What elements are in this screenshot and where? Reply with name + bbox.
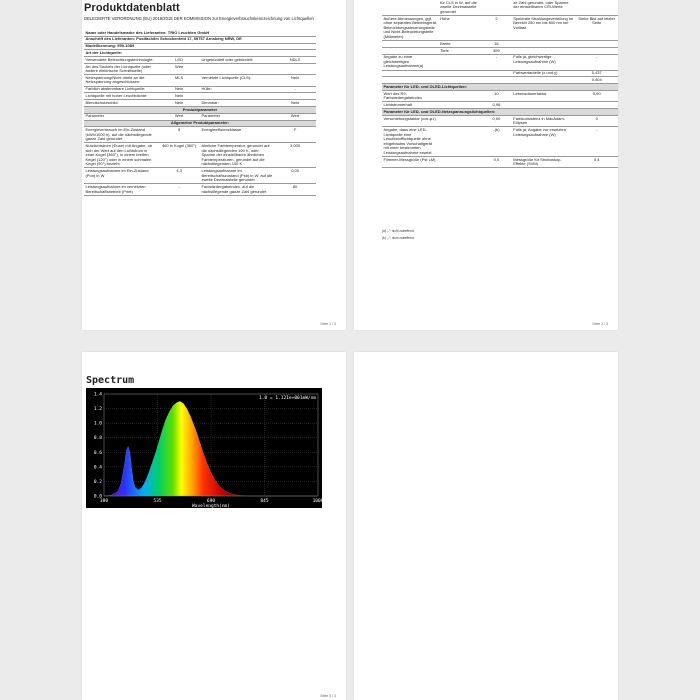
table-cell: [439, 157, 481, 168]
table-cell: 10: [481, 91, 512, 102]
table-cell: Art des Sockels der Lichtquelle (oder andere elektrische Schnittstelle): [84, 63, 158, 74]
table-cell: Lichtquelle mit hoher Leuchtdichte:: [84, 93, 158, 100]
table-cell: Breite: [439, 41, 481, 48]
table-row: [382, 102, 618, 109]
table-cell: Falls ja, gleichwertige Leistungsaufnahme (W): [512, 54, 576, 70]
datasheet-page-2: [354, 0, 618, 330]
table-row: [84, 43, 316, 50]
y-tick-label: 0.6: [93, 450, 102, 456]
table-cell: für CLS in W, auf die zweite Dezimalstelle gerundet: [439, 0, 481, 15]
table-cell: [200, 63, 274, 74]
table-row: [84, 57, 316, 64]
table-cell: ähnliche Farbtemperatur, gerundet auf die nächstliegenden 100 K, oder Spanne der einstellbaren ähnlichen Farbtemperaturen, gerundet auf die nächstliegenden 100 K: [200, 143, 274, 168]
table-cell: [382, 47, 439, 54]
table-cell: -: [575, 127, 618, 157]
table-cell: [382, 70, 439, 77]
table-cell: [274, 63, 316, 74]
table-cell: 0,4: [575, 157, 618, 168]
table-cell: LED: [158, 57, 200, 64]
table-row: [84, 120, 316, 127]
table-cell: Vernetzte Lichtquelle (CLS):: [200, 75, 274, 86]
table-cell: Netzspannung/Nicht direkt an die Netzspannung angeschlossen:: [84, 75, 158, 86]
x-tick-label: 380: [99, 499, 109, 504]
table-cell: MLS: [158, 75, 200, 86]
table-row: [382, 0, 618, 15]
page-number: Seite 3 / 3: [320, 694, 336, 698]
table-row: [84, 113, 316, 120]
table-cell: Name oder Handelsmarke des Lieferanten: TRIO Leuchten GmbH: [84, 30, 316, 36]
table-cell: Nein: [274, 75, 316, 86]
table-cell: Farbkonsistenz in MacAdam-Ellipsen: [512, 115, 576, 126]
table-row: [382, 54, 618, 70]
table-cell: Dimmbar:: [200, 100, 274, 107]
table-cell: Angabe zu einer gleichwertigen Leistungsaufnahme(a): [382, 54, 439, 70]
table-cell: -: [274, 86, 316, 93]
table-row: [382, 70, 618, 77]
y-tick-label: 1.2: [93, 407, 102, 413]
table-cell: 460 in Kugel (360°): [158, 143, 200, 168]
table-cell: [274, 93, 316, 100]
table-cell: F: [274, 127, 316, 143]
spectrum-chart: [86, 388, 322, 508]
table-cell: Hülle:: [200, 86, 274, 93]
table-cell: [382, 0, 439, 15]
table-cell: Wert: [158, 113, 200, 120]
table-cell: Wert des R9-Farbwiedergabeindex: [382, 91, 439, 102]
page-number: Seite 1 / 3: [320, 322, 336, 326]
table-cell: [575, 0, 618, 15]
table-cell: Energieeffizienzklasse: [200, 127, 274, 143]
table-cell: [382, 77, 439, 84]
table-cell: Parameter für LED- und OLED-Netzspannungslichtquellen:: [382, 109, 618, 116]
table-cell: Leistungsaufnahme im Ein-Zustand (Pon) in W: [84, 168, 158, 184]
footnote-b: (b) „-“: nicht zutreffend;: [382, 236, 415, 240]
table-row: [382, 115, 618, 126]
table-cell: [200, 93, 274, 100]
table-row: [84, 86, 316, 93]
table-cell: 399: [481, 47, 512, 54]
table-cell: [512, 77, 576, 84]
table-cell: Modellkennung: 959-1089: [84, 43, 316, 50]
table-cell: Lichtstromerhalt: [382, 102, 439, 109]
table-cell: [439, 70, 481, 77]
table-cell: -(b): [481, 127, 512, 157]
table-row: [84, 50, 316, 57]
table-cell: Anschrift des Lieferanten: Postfach/Im Schockenfeld 17, 59757 Arnsberg NRW, DE: [84, 36, 316, 43]
table-cell: Nein: [158, 100, 200, 107]
table-cell: [439, 127, 481, 157]
table-row: [382, 127, 618, 157]
table-cell: -: [575, 54, 618, 70]
table-cell: 3 000: [274, 143, 316, 168]
table-row: [84, 93, 316, 100]
table-cell: Flimmer-Messgröße (Pst LM): [382, 157, 439, 168]
table-row: [382, 109, 618, 116]
table-row: [382, 47, 618, 54]
table-cell: Wert: [274, 113, 316, 120]
table-cell: 5: [158, 127, 200, 143]
table-cell: [439, 102, 481, 109]
table-cell: [439, 54, 481, 70]
table-cell: -: [158, 184, 200, 195]
table-cell: Nein: [274, 100, 316, 107]
table-cell: Ungebündelt oder gebündelt:: [200, 57, 274, 64]
table-cell: Blendschutzschild:: [84, 100, 158, 107]
table-cell: Farblich abstimmbare Lichtquelle:: [84, 86, 158, 93]
x-tick-label: 690: [206, 499, 216, 504]
spectrum-title: Spectrum: [86, 375, 135, 386]
table-cell: 80: [274, 184, 316, 195]
table-row: [382, 77, 618, 84]
table-cell: Falls ja, Angabe zur ersetzten Leistungsaufnahme (W): [512, 127, 576, 157]
table-cell: [481, 77, 512, 84]
x-tick-label: 1000: [312, 499, 324, 504]
table-cell: Messgröße für Stroboskop-Effekte (SVM): [512, 157, 576, 168]
table-cell: 0,00: [481, 115, 512, 126]
table-cell: [439, 77, 481, 84]
table-row: [382, 41, 618, 48]
table-cell: [439, 91, 481, 102]
table-row: [382, 91, 618, 102]
table-cell: Parameter: [84, 113, 158, 120]
chart-annotation: 1.0 = 1.121e+001mW/nm: [259, 396, 316, 401]
table-cell: 0,437: [575, 70, 618, 77]
table-cell: Allgemeine Produktparameter:: [84, 120, 316, 127]
table-cell: [481, 0, 512, 15]
table-row: [382, 15, 618, 40]
table-cell: [575, 102, 618, 109]
y-tick-label: 1.0: [93, 421, 102, 427]
blank-page: [354, 352, 618, 700]
table-cell: Angabe, dass eine LED-Lichtquelle eine Leuchtstofflichtquelle ohne eingebautes Vorschaltgerät mit einer bestimmten Leistungsaufnahme ersetzt.: [382, 127, 439, 157]
page-number: Seite 2 / 3: [592, 322, 608, 326]
footnote-a: (a) „-“: nicht zutreffend;: [382, 229, 415, 233]
table-row: [382, 84, 618, 91]
table-cell: [512, 41, 576, 48]
table-cell: Art der Lichtquelle:: [84, 50, 316, 57]
y-tick-label: 0.0: [93, 494, 102, 500]
table-row: [84, 168, 316, 184]
table-row: [84, 184, 316, 195]
table-row: [84, 36, 316, 43]
table-cell: ze Zahl gerundet, oder Spanne der einstellbaren CRI-Werte: [512, 0, 576, 15]
table-cell: Leistungsaufnahme im Bereitschaftszustand (Psb) in W, auf die zweite Dezimalstelle gerundet: [201, 168, 273, 183]
x-axis-label: Wavelength(nm): [192, 504, 230, 509]
datasheet-page-1: [82, 0, 346, 330]
product-data-table: [84, 30, 316, 196]
table-cell: 0,404: [575, 77, 618, 84]
table-cell: Parameter: [200, 113, 274, 120]
product-parameter-table: [382, 0, 618, 168]
table-cell: Leistungsaufnahme im vernetzten Bereitschaftsbetrieb (Pnet): [84, 184, 158, 195]
table-cell: 2: [481, 15, 512, 40]
table-cell: Spektrale Strahlungsverteilung im Bereich 250 nm bis 800 nm bei Volllast: [512, 15, 576, 40]
table-row: [84, 107, 316, 114]
x-tick-label: 535: [153, 499, 162, 504]
page-title: Produktdatenblatt: [84, 2, 180, 14]
table-cell: Farbwertanteile (x und y): [512, 70, 576, 77]
table-cell: [439, 115, 481, 126]
table-cell: Höhe: [439, 15, 481, 40]
table-cell: [512, 47, 576, 54]
x-tick-label: 845: [260, 499, 269, 504]
table-cell: Nutzlichtstrom (Φuse) mit Angabe, ob sich der Wert auf den Lichtstrom in einer Kugel (360°), in einem breiten Kegel (120°) oder in einem schmalen Kegel (90°) bezieht: [84, 143, 158, 168]
table-cell: -: [481, 54, 512, 70]
table-cell: Energieverbrauch im Ein-Zustand (kWh/1000 h), auf die nächstliegende ganze Zahl gerundet: [84, 127, 158, 143]
y-tick-label: 0.8: [93, 436, 102, 442]
table-cell: Lebensdauerfaktor: [512, 91, 576, 102]
regulation-subtitle: DELEGIERTE VERORDNUNG (EU) 2019/2015 DER KOMMISSION zur Energieverbrauchskennzeichnung von Lichtquellen: [84, 16, 314, 21]
table-cell: 0: [575, 115, 618, 126]
table-cell: Verschiebungsfaktor (cos φ1): [382, 115, 439, 126]
table-cell: [382, 41, 439, 48]
table-cell: 4,3: [158, 168, 200, 184]
table-cell: [512, 102, 576, 109]
table-row: [84, 143, 316, 168]
table-cell: 0,0: [481, 157, 512, 168]
table-row: [84, 100, 316, 107]
table-cell: Äußere Abmessungen, ggf. ohne separates Betriebsgerät, Beleuchtungssteuerungsteile und Nicht-Beleuchtungsteile (Millimeter): [383, 15, 438, 39]
table-row: [382, 157, 618, 168]
table-cell: Farbwiedergabeindex, auf die nächstliegende ganze Zahl gerundet: [200, 184, 274, 195]
y-tick-label: 0.2: [93, 479, 102, 485]
table-cell: Nein: [158, 86, 200, 93]
table-cell: Parameter für LED- und OLED-Lichtquellen:: [382, 84, 618, 91]
table-cell: 0,96: [481, 102, 512, 109]
table-cell: 16: [481, 41, 512, 48]
table-cell: [481, 70, 512, 77]
table-cell: Nein: [158, 93, 200, 100]
table-cell: NDLS: [274, 57, 316, 64]
table-row: [84, 75, 316, 86]
y-tick-label: 0.4: [93, 465, 102, 471]
table-cell: Tiefe: [439, 47, 481, 54]
table-cell: 0,90: [575, 91, 618, 102]
table-cell: Verwendete Beleuchtungstechnologie:: [84, 57, 158, 64]
datasheet-page-3: [82, 352, 346, 700]
table-cell: Wire: [158, 63, 200, 74]
table-row: [84, 127, 316, 143]
table-cell: Produktparameter: [84, 107, 316, 114]
table-cell: [575, 47, 618, 54]
table-cell: Siehe Bild auf letzter Seite: [575, 15, 618, 40]
table-cell: [575, 41, 618, 48]
table-row: [84, 63, 316, 74]
table-cell: 0,00: [274, 168, 316, 184]
y-tick-label: 1.4: [93, 392, 102, 398]
